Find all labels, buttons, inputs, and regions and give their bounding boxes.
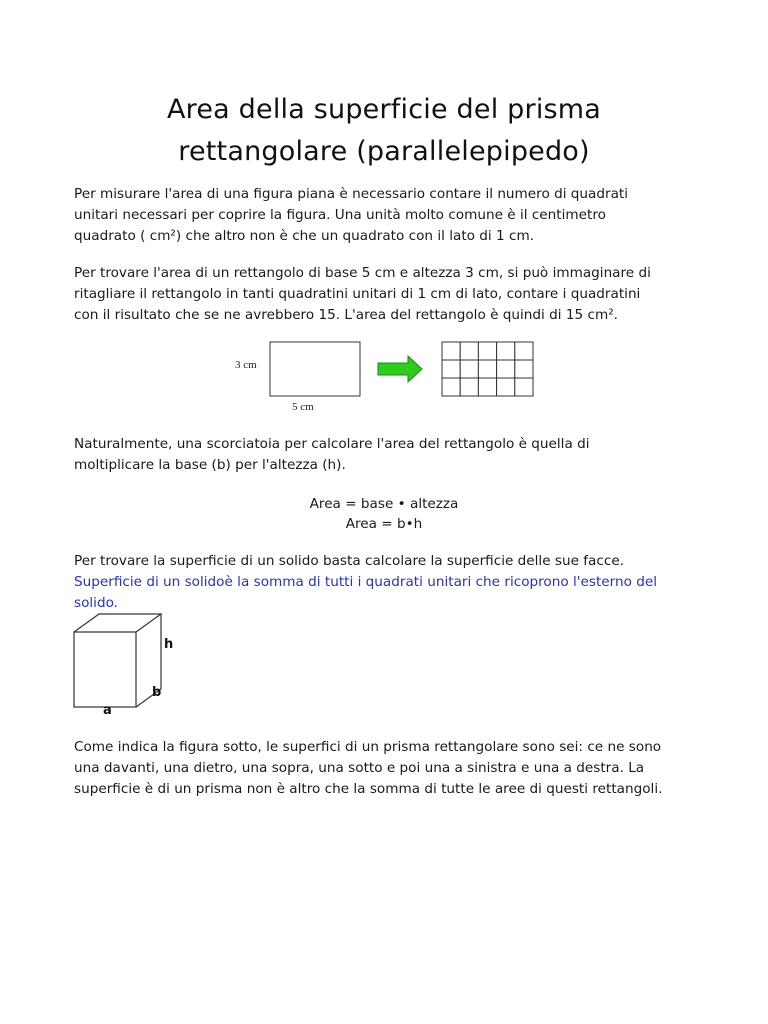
paragraph-faces-line-2: una davanti, una dietro, una sopra, una sotto e poi una a sinistra e una a destra. La [74,760,645,776]
paragraph-faces [74,737,704,800]
paragraph-faces-line-3: superficie è di un prisma non è altro che la somma di tutte le aree di questi rettangoli. [74,781,663,797]
unit-square [460,378,478,396]
paragraph-shortcut-line-1: Naturalmente, una scorciatoia per calcolare l'area del rettangolo è quella di [74,436,590,452]
paragraph-surface-line-1: Per trovare la superficie di un solido basta calcolare la superficie delle sue facce. [74,553,625,569]
unit-square [497,360,515,378]
paragraph-shortcut-line-2: moltiplicare la base (b) per l'altezza (h). [74,457,346,473]
rectangle-figure [0,330,768,420]
paragraph-rectangle-line-3: con il risultato che se ne avrebbero 15. L'area del rettangolo è quindi di 15 cm². [74,307,618,323]
unit-square [442,342,460,360]
unit-square [460,342,478,360]
formula-line-1: Area = base • altezza [309,496,459,512]
base-label: 5 cm [292,401,314,413]
unit-square [497,342,515,360]
unit-square [478,378,496,396]
paragraph-intro-line-1: Per misurare l'area di una figura piana è necessario contare il numero di quadrati [74,186,629,202]
surface-definition-line-1: Superficie di un solidoè la somma di tutti i quadrati unitari che ricoprono l'esterno del [74,574,658,590]
unit-square [515,378,533,396]
prism-top-face [74,614,161,632]
page-title-line-2: rettangolare (parallelepipedo) [178,136,590,167]
green-arrow-icon [378,356,422,382]
unit-square [478,342,496,360]
unit-square [442,378,460,396]
paragraph-rectangle-line-1: Per trovare l'area di un rettangolo di base 5 cm e altezza 3 cm, si può immaginare di [74,265,651,281]
rectangle-shape [270,342,360,396]
paragraph-intro [74,184,704,247]
unit-square [497,378,515,396]
depth-letter: b [152,685,162,700]
paragraph-faces-line-1: Come indica la figura sotto, le superfici di un prisma rettangolare sono sei: ce ne sono [74,739,662,755]
unit-square [478,360,496,378]
base-letter: a [103,703,112,718]
page-title-line-1: Area della superficie del prisma [166,94,602,125]
unit-square [442,360,460,378]
paragraph-shortcut [74,434,704,476]
prism-front-face [74,632,136,707]
unit-square [515,342,533,360]
height-letter: h [164,637,174,652]
formula-line-2: Area = b•h [345,516,423,532]
paragraph-intro-line-3: quadrato ( cm²) che altro non è che un quadrato con il lato di 1 cm. [74,228,535,244]
paragraph-intro-line-2: unitari necessari per coprire la figura. Una unità molto comune è il centimetro [74,207,606,223]
height-label: 3 cm [235,359,257,371]
unit-grid [442,342,533,396]
paragraph-surface [74,551,704,614]
paragraph-rectangle-line-2: ritagliare il rettangolo in tanti quadratini unitari di 1 cm di lato, contare i quadratini [74,286,641,302]
prism-figure [0,610,768,720]
unit-square [515,360,533,378]
paragraph-rectangle [74,263,704,326]
surface-definition-line-2: solido. [74,595,118,611]
unit-square [460,360,478,378]
